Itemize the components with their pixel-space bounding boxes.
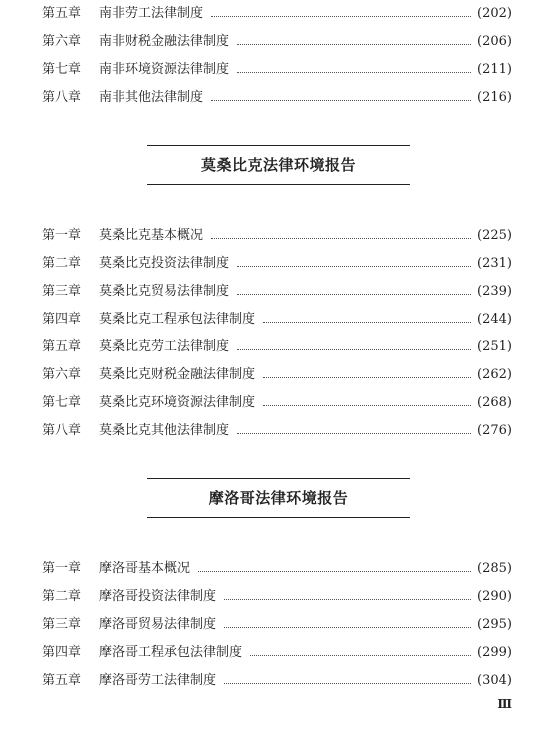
dot-leader	[224, 682, 471, 684]
section-header-mozambique	[147, 145, 410, 185]
page-reference: (276)	[477, 423, 512, 438]
page-reference: (304)	[477, 673, 512, 688]
dot-leader	[263, 404, 471, 406]
chapter-title: 南非财税金融法律制度	[99, 34, 230, 49]
chapter-title: 莫桑比克财税金融法律制度	[99, 367, 256, 382]
page-reference: (295)	[477, 617, 512, 632]
chapter-title: 莫桑比克工程承包法律制度	[99, 312, 256, 327]
chapter-title: 莫桑比克贸易法律制度	[99, 284, 230, 299]
chapter-number: 第四章	[42, 312, 82, 327]
chapter-number: 第二章	[42, 256, 82, 271]
chapter-number: 第八章	[42, 90, 82, 105]
chapter-title: 摩洛哥工程承包法律制度	[99, 645, 243, 660]
toc-entry[interactable]	[42, 365, 512, 385]
chapter-number: 第七章	[42, 62, 82, 77]
page-number: Ⅲ	[497, 697, 512, 711]
chapter-number: 第五章	[42, 339, 82, 354]
chapter-title: 莫桑比克劳工法律制度	[99, 339, 230, 354]
chapter-number: 第八章	[42, 423, 82, 438]
dot-leader	[237, 293, 471, 295]
chapter-number: 第五章	[42, 673, 82, 688]
chapter-number: 第五章	[42, 6, 82, 21]
page-reference: (262)	[477, 367, 512, 382]
page-reference: (216)	[477, 90, 512, 105]
toc-entry[interactable]	[42, 282, 512, 302]
toc-entry[interactable]	[42, 226, 512, 246]
chapter-title: 摩洛哥基本概况	[99, 561, 191, 576]
page-reference: (202)	[477, 6, 512, 21]
toc-entry[interactable]	[42, 671, 512, 691]
chapter-title: 南非环境资源法律制度	[99, 62, 230, 77]
toc-entry[interactable]	[42, 393, 512, 413]
chapter-number: 第七章	[42, 395, 82, 410]
chapter-title: 摩洛哥投资法律制度	[99, 589, 217, 604]
toc-entry[interactable]	[42, 310, 512, 330]
chapter-number: 第六章	[42, 367, 82, 382]
dot-leader	[211, 237, 471, 239]
toc-entry[interactable]	[42, 60, 512, 80]
dot-leader	[211, 15, 471, 17]
page-reference: (285)	[477, 561, 512, 576]
page-reference: (225)	[477, 228, 512, 243]
dot-leader	[224, 598, 471, 600]
chapter-title: 莫桑比克基本概况	[99, 228, 204, 243]
toc-entry[interactable]	[42, 254, 512, 274]
toc-entry[interactable]	[42, 4, 512, 24]
page-reference: (268)	[477, 395, 512, 410]
chapter-number: 第三章	[42, 617, 82, 632]
chapter-title: 莫桑比克其他法律制度	[99, 423, 230, 438]
page-reference: (206)	[477, 34, 512, 49]
dot-leader	[237, 71, 471, 73]
dot-leader	[250, 654, 471, 656]
page-reference: (251)	[477, 339, 512, 354]
chapter-title: 南非其他法律制度	[99, 90, 204, 105]
toc-entry[interactable]	[42, 32, 512, 52]
chapter-number: 第一章	[42, 561, 82, 576]
toc-entry[interactable]	[42, 88, 512, 108]
section-title: 摩洛哥法律环境报告	[208, 489, 349, 507]
page-reference: (211)	[477, 62, 512, 77]
chapter-title: 莫桑比克环境资源法律制度	[99, 395, 256, 410]
dot-leader	[237, 43, 471, 45]
chapter-title: 摩洛哥贸易法律制度	[99, 617, 217, 632]
toc-entry[interactable]	[42, 337, 512, 357]
dot-leader	[263, 376, 471, 378]
dot-leader	[211, 99, 471, 101]
dot-leader	[237, 432, 471, 434]
chapter-title: 南非劳工法律制度	[99, 6, 204, 21]
dot-leader	[263, 321, 471, 323]
dot-leader	[198, 570, 471, 572]
toc-entry[interactable]	[42, 559, 512, 579]
chapter-number: 第一章	[42, 228, 82, 243]
toc-entry[interactable]	[42, 643, 512, 663]
section-header-morocco	[147, 478, 410, 518]
toc-entry[interactable]	[42, 587, 512, 607]
chapter-title: 摩洛哥劳工法律制度	[99, 673, 217, 688]
chapter-number: 第三章	[42, 284, 82, 299]
page-reference: (239)	[477, 284, 512, 299]
chapter-title: 莫桑比克投资法律制度	[99, 256, 230, 271]
page-reference: (290)	[477, 589, 512, 604]
page-reference: (244)	[477, 312, 512, 327]
page-reference: (231)	[477, 256, 512, 271]
dot-leader	[224, 626, 471, 628]
dot-leader	[237, 265, 471, 267]
chapter-number: 第二章	[42, 589, 82, 604]
chapter-number: 第四章	[42, 645, 82, 660]
toc-entry[interactable]	[42, 615, 512, 635]
toc-entry[interactable]	[42, 421, 512, 441]
chapter-number: 第六章	[42, 34, 82, 49]
section-title: 莫桑比克法律环境报告	[200, 156, 356, 174]
page-reference: (299)	[477, 645, 512, 660]
dot-leader	[237, 348, 471, 350]
